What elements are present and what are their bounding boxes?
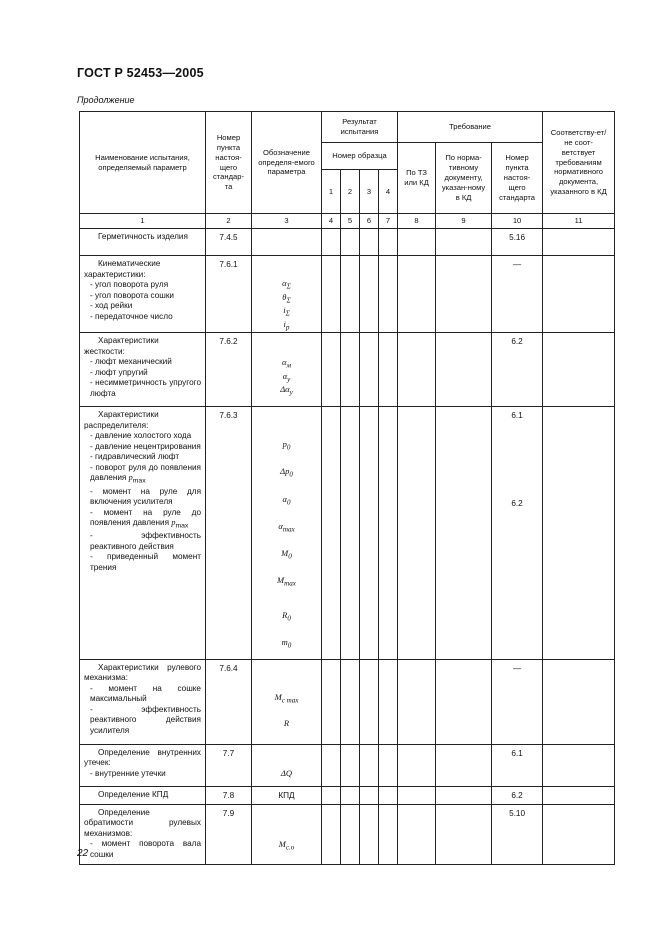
test-name: Характеристики жесткости: — [84, 336, 159, 356]
parameter-symbol: $\alpha_\Sigma$ — [282, 278, 291, 291]
requirement-item: 6.2 — [492, 786, 543, 804]
standard-point: 7.6.4 — [206, 659, 252, 744]
parameter-item: - момент на сошке максимальный — [90, 683, 201, 704]
continuation-label: Продолжение — [77, 95, 135, 105]
table-row — [80, 804, 615, 864]
parameter-symbol: $m_0$ — [281, 637, 292, 651]
column-number: 10 — [492, 214, 543, 229]
parameter-symbol: $\theta_\Sigma$ — [282, 291, 291, 305]
test-name: Определение обратимости рулевых механизмов: — [84, 807, 201, 838]
requirement-item: 6.1 — [492, 744, 543, 786]
parameter-item: - угол поворота сошки — [90, 290, 175, 300]
standard-point: 7.6.3 — [206, 407, 252, 660]
document-title: ГОСТ Р 52453—2005 — [77, 66, 204, 80]
parameter-item: - несимметричность упругого люфта — [90, 378, 201, 398]
test-name: Определение КПД — [98, 789, 169, 799]
test-name: Герметичность изделия — [98, 232, 188, 241]
parameter-symbol: КПД — [252, 786, 322, 804]
header-standard-point: Номер пункта настоя-щего стандар-та — [206, 112, 252, 214]
header-test-result: Результат испытания — [322, 112, 398, 143]
parameter-symbol: R — [283, 718, 290, 729]
standard-point: 7.8 — [206, 786, 252, 804]
parameter-item: - момент на руле для включения усилителя — [90, 486, 201, 506]
test-name: Кинематические характеристики: — [84, 259, 161, 279]
parameter-item: - поворот руля до появления давления $p_{max}$ — [90, 462, 201, 485]
column-number: 5 — [341, 214, 360, 229]
table-row — [80, 333, 615, 407]
parameter-item: - давление холостого хода — [90, 431, 192, 441]
parameter-item: - гидравлический люфт — [90, 452, 180, 462]
parameter-symbol: $p_0$ — [282, 439, 291, 452]
parameter-symbol: $M_0$ — [281, 547, 292, 561]
header-sample-number: Номер образца — [322, 143, 398, 170]
header-by-tz: По ТЗ или КД — [398, 143, 436, 214]
parameter-item: - давление нецентрирования — [90, 441, 201, 451]
requirement-item: — — [492, 659, 543, 744]
standard-point: 7.9 — [206, 804, 252, 864]
test-name: Определение внутренних утечек: — [84, 747, 201, 768]
parameter-symbol: ΔQ — [280, 767, 293, 778]
requirement-item: — — [492, 256, 543, 333]
page-number: 22 — [77, 848, 89, 859]
standard-point: 7.7 — [206, 744, 252, 786]
requirement-item: 5.10 — [492, 804, 543, 864]
header-test-name: Наименование испытания, определяемый параметр — [80, 112, 206, 214]
parameter-item: - передаточное число — [90, 311, 173, 321]
parameter-item: - ход рейки — [90, 301, 133, 310]
header-conformity: Соответству-ет/не соот-ветствует требованиям нормативного документа, указанного в КД — [543, 112, 615, 214]
test-name: Характеристики распределителя: — [84, 410, 159, 430]
header-sample-2: 2 — [341, 170, 360, 214]
column-number: 9 — [436, 214, 492, 229]
standard-point: 7.6.1 — [206, 256, 252, 333]
parameter-symbol: $R_0$ — [282, 610, 291, 623]
table-row — [80, 229, 615, 256]
parameter-symbol: $\alpha_0$ — [282, 493, 291, 507]
parameter-item: - момент поворота вала сошки — [90, 839, 201, 859]
column-number: 8 — [398, 214, 436, 229]
standard-point: 7.6.2 — [206, 333, 252, 407]
test-name: Характеристики рулевого механизма: — [84, 662, 201, 683]
table-row — [80, 256, 615, 333]
column-number: 7 — [379, 214, 398, 229]
parameter-item: - внутренние утечки — [90, 768, 166, 778]
header-parameter-symbol: Обозначение определя-емого параметра — [252, 112, 322, 214]
column-number: 11 — [543, 214, 615, 229]
parameter-symbol: $M_{с.о}$ — [278, 838, 295, 852]
table-row — [80, 744, 615, 786]
parameter-item: - люфт упругий — [90, 367, 148, 377]
header-standard-item: Номер пункта настоя-щего стандарта — [492, 143, 543, 214]
header-requirement: Требование — [398, 112, 543, 143]
parameter-item: - приведенный момент трения — [90, 552, 201, 572]
parameter-symbol: $M_{max}$ — [277, 575, 296, 588]
standard-point: 7.4.5 — [206, 229, 252, 256]
parameter-symbol: $i_\Sigma$ — [283, 305, 290, 318]
header-sample-3: 3 — [360, 170, 379, 214]
requirement-item: 5.16 — [492, 229, 543, 256]
header-by-normative-doc: По норма-тивному документу, указан-ному в КД — [436, 143, 492, 214]
parameter-symbol: $i_р$ — [283, 318, 290, 332]
parameter-symbol: $\alpha_у$ — [282, 370, 291, 384]
table-row — [80, 407, 615, 660]
parameter-item: - эффективность реактивного действия — [90, 531, 201, 551]
table-row — [80, 659, 615, 744]
parameter-item: - эффективность реактивного действия усилителя — [90, 704, 201, 735]
requirement-item: 6.2 — [492, 333, 543, 407]
column-number: 2 — [206, 214, 252, 229]
column-number: 3 — [252, 214, 322, 229]
column-number: 6 — [360, 214, 379, 229]
header-sample-4: 4 — [379, 170, 398, 214]
parameter-symbol: $\alpha_м$ — [282, 357, 291, 370]
header-sample-1: 1 — [322, 170, 341, 214]
column-number: 4 — [322, 214, 341, 229]
parameter-symbol: $\alpha_{max}$ — [278, 520, 295, 534]
parameter-symbol: $\Delta p_0$ — [280, 466, 293, 479]
parameter-item: - угол поворота руля — [90, 280, 169, 289]
requirement-item: 6.2 — [511, 499, 523, 509]
requirement-item: 6.1 — [511, 411, 523, 421]
parameter-symbol: $M_{с max}$ — [274, 691, 299, 705]
column-number: 1 — [80, 214, 206, 229]
parameter-item: - люфт механический — [90, 357, 172, 367]
test-results-table — [79, 111, 615, 865]
parameter-item: - момент на руле до появления давления $p_{max}$ — [90, 507, 201, 530]
parameter-symbol: $\Delta\alpha_у$ — [280, 384, 293, 397]
table-row — [80, 786, 615, 804]
